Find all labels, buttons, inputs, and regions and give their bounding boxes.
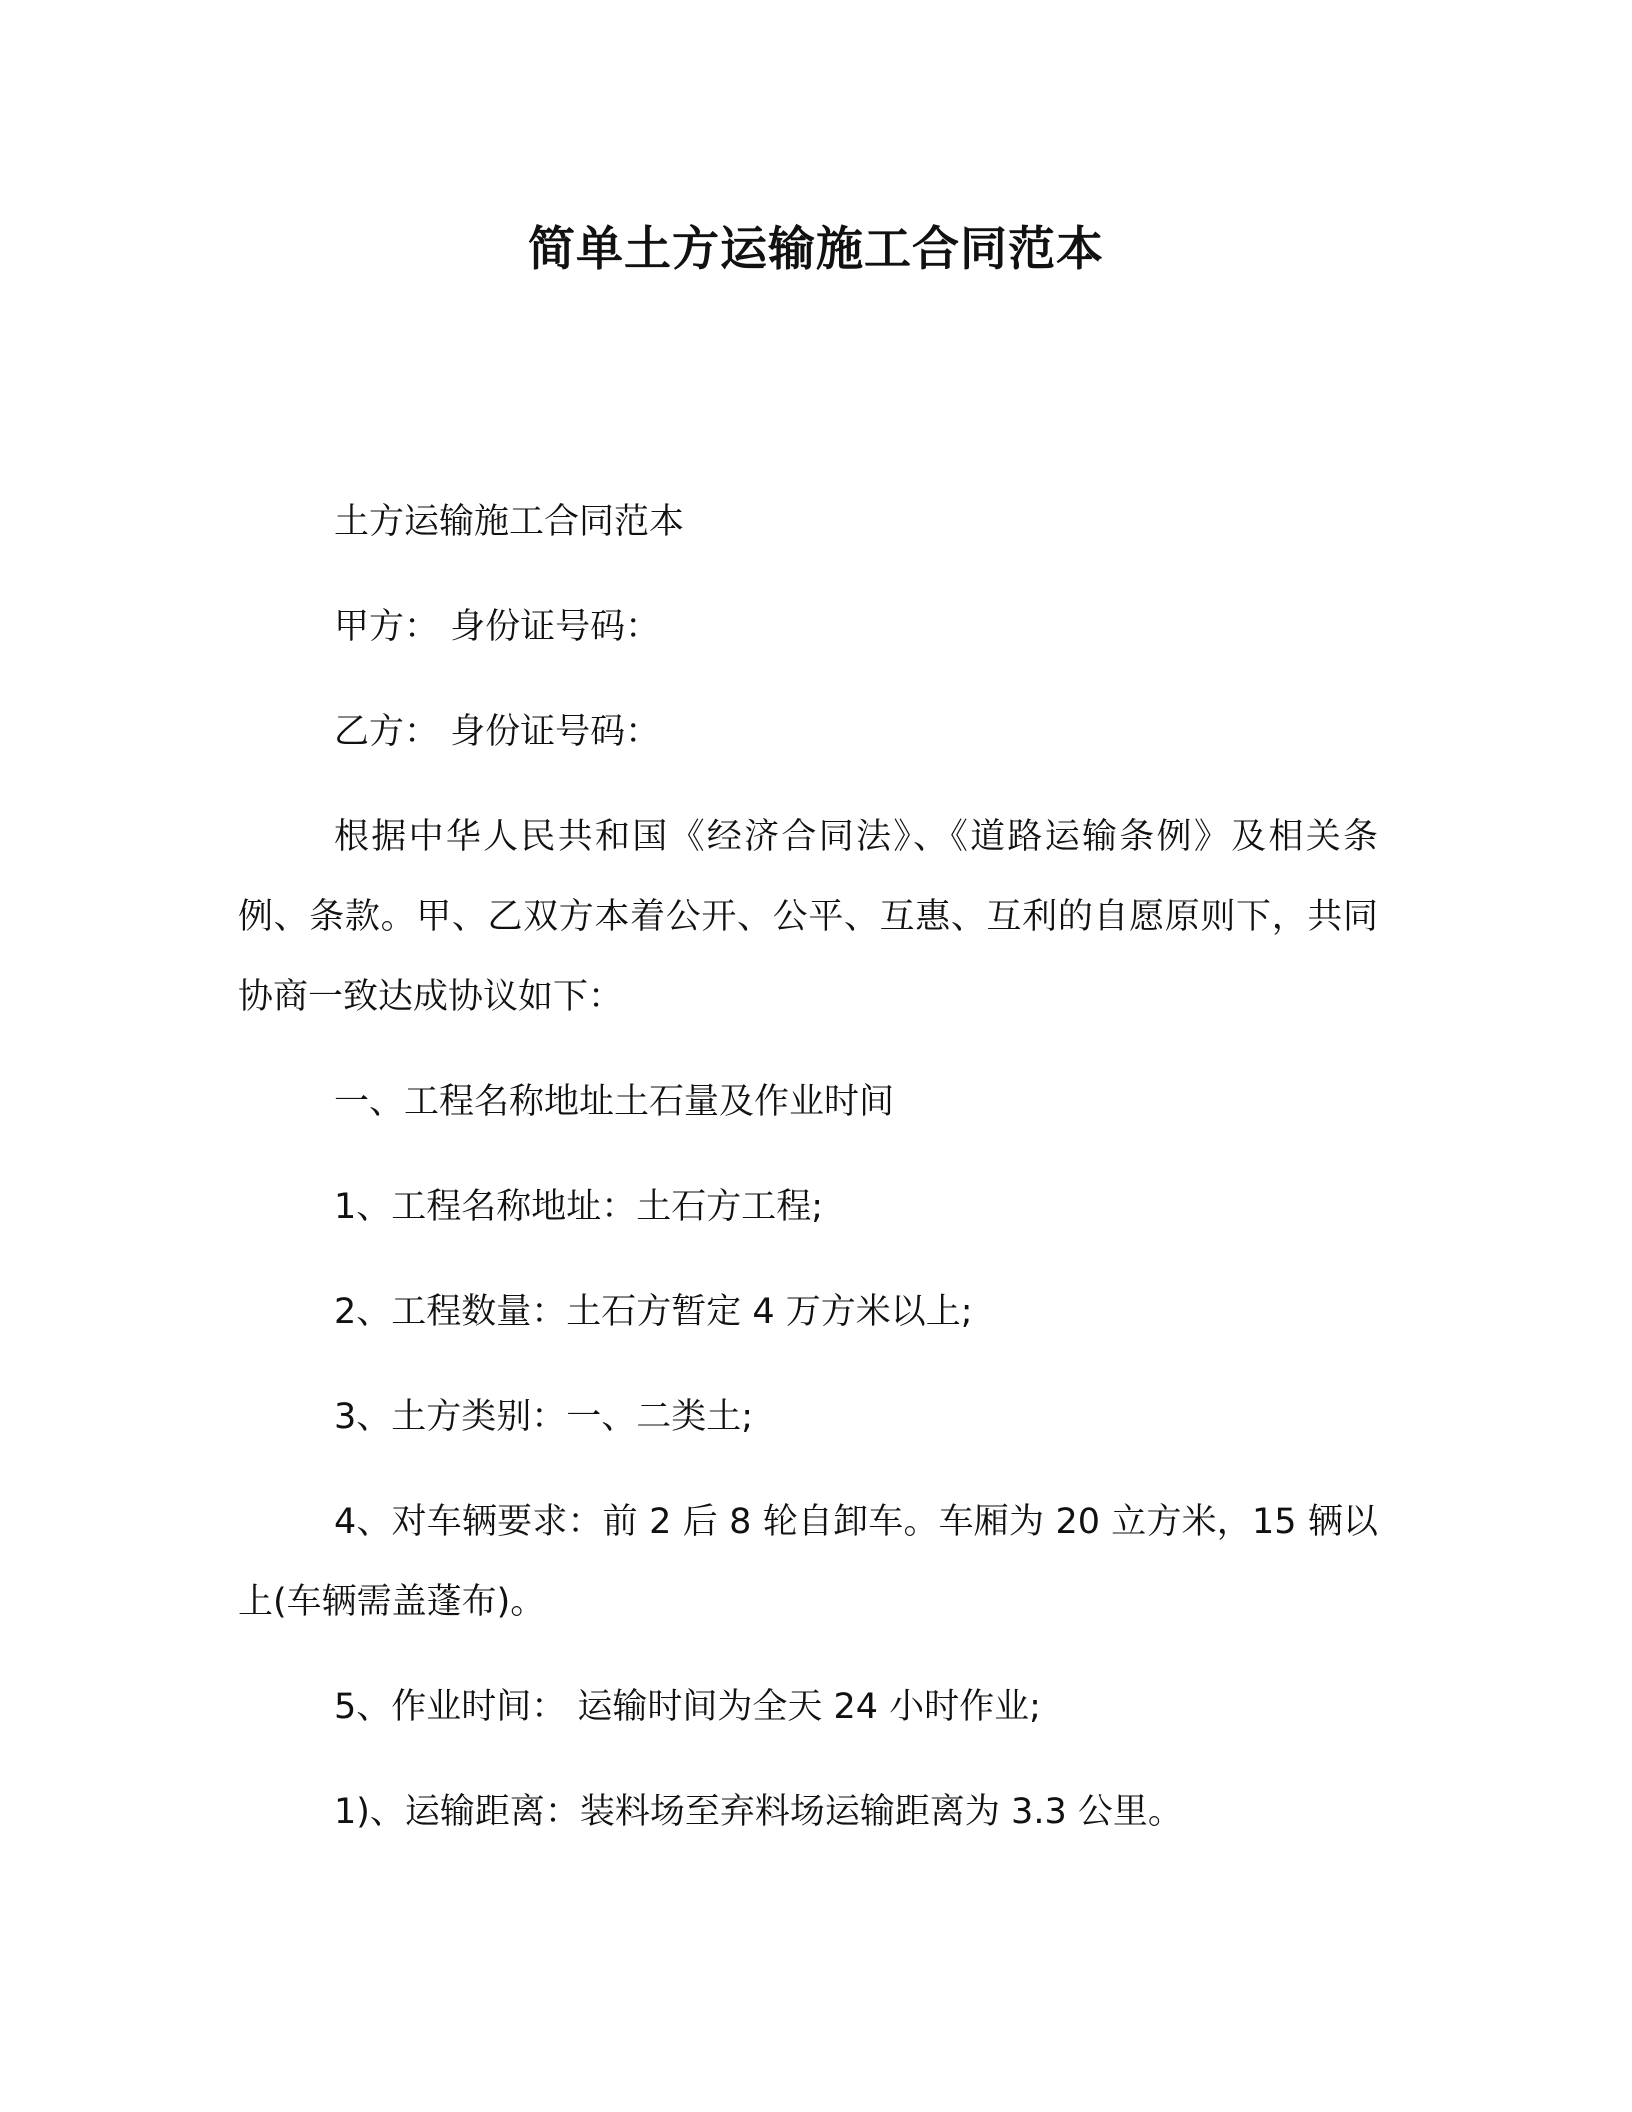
document-title: 简单土方运输施工合同范本 (528, 222, 1104, 277)
document-body (238, 482, 1378, 1877)
clause-3: 3、土方类别：一、二类土; (334, 1397, 754, 1437)
clause-1: 1、工程名称地址：土石方工程; (334, 1187, 824, 1227)
preamble-paragraph: 根据中华人民共和国《经济合同法》、《道路运输条例》及相关条例、条款。甲、乙双方本着公开、公平、互惠、互利的自愿原则下，共同协商一致达成协议如下： (238, 817, 1378, 1017)
party-b-line: 乙方： 身份证号码： (334, 712, 661, 752)
sub-clause-1: 1)、运输距离：装料场至弃料场运输距离为 3.3 公里。 (334, 1792, 1183, 1832)
subtitle-paragraph: 土方运输施工合同范本 (334, 502, 685, 542)
party-a-line: 甲方： 身份证号码： (334, 607, 661, 647)
clause-4: 4、对车辆要求：前 2 后 8 轮自卸车。车厢为 20 立方米，15 辆以上(车辆需盖蓬布)。 (238, 1502, 1378, 1622)
clause-2: 2、工程数量：土石方暂定 4 万方米以上; (334, 1292, 973, 1332)
clause-5: 5、作业时间： 运输时间为全天 24 小时作业; (334, 1687, 1041, 1727)
section-heading: 一、工程名称地址土石量及作业时间 (334, 1082, 895, 1122)
